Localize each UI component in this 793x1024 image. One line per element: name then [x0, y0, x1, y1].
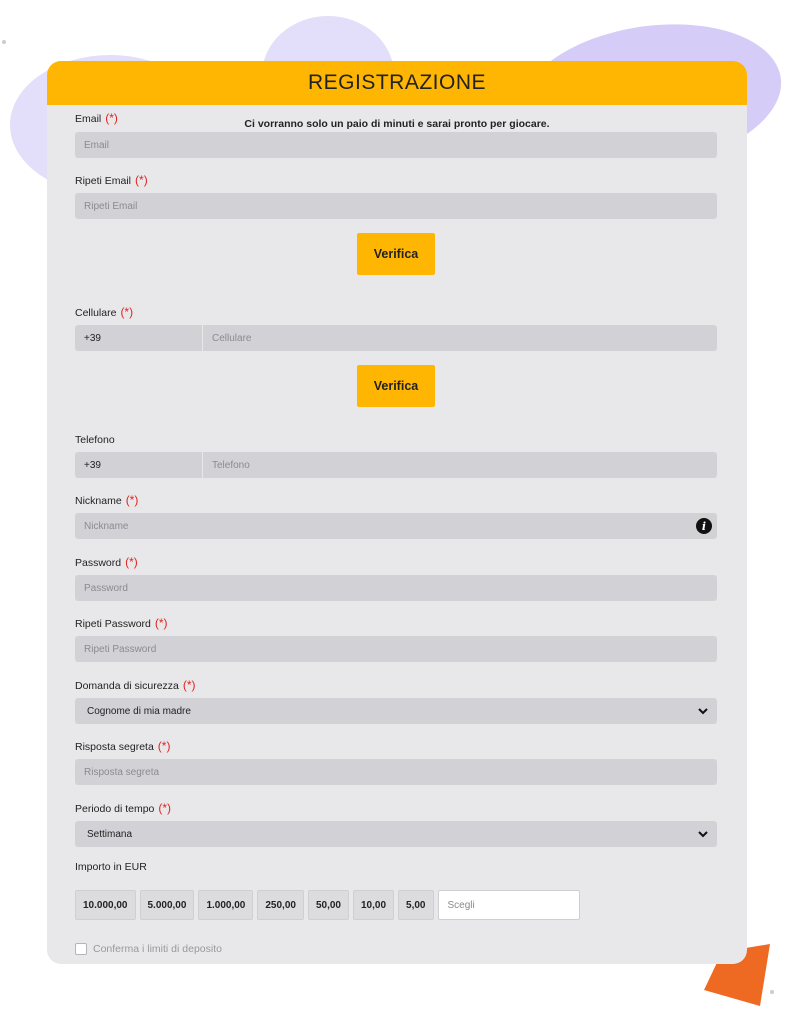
chevron-down-icon	[697, 705, 709, 717]
nickname-label: Nickname (*)	[75, 493, 139, 507]
amount-label: Importo in EUR	[75, 861, 147, 873]
required-marker: (*)	[154, 616, 168, 630]
mobile-field[interactable]: Cellulare	[203, 325, 717, 351]
required-marker: (*)	[182, 678, 196, 692]
decorative-dot	[2, 40, 6, 44]
amount-option-button[interactable]: 10,00	[353, 890, 394, 920]
verify-email-button[interactable]: Verifica	[357, 233, 435, 275]
required-marker: (*)	[158, 801, 172, 815]
mobile-label: Cellulare (*)	[75, 305, 134, 319]
required-marker: (*)	[125, 555, 138, 569]
secret-answer-field[interactable]: Risposta segreta	[75, 759, 717, 785]
required-marker: (*)	[105, 111, 118, 125]
time-period-label: Periodo di tempo (*)	[75, 801, 172, 815]
mobile-prefix-field[interactable]: +39	[75, 325, 202, 351]
amount-option-button[interactable]: 250,00	[257, 890, 304, 920]
phone-label: Telefono	[75, 434, 115, 446]
password-field[interactable]: Password	[75, 575, 717, 601]
deposit-limits-confirm	[75, 943, 222, 955]
phone-field[interactable]: Telefono	[203, 452, 717, 478]
phone-prefix-field[interactable]: +39	[75, 452, 202, 478]
page-title: REGISTRAZIONE	[307, 71, 487, 94]
card-header	[47, 61, 747, 105]
verify-phone-button[interactable]: Verifica	[357, 365, 435, 407]
nickname-field[interactable]: Nickname i	[75, 513, 717, 539]
security-question-select[interactable]: Cognome di mia madre	[75, 698, 717, 724]
deposit-limits-checkbox[interactable]	[75, 943, 87, 955]
amount-option-button[interactable]: 5,00	[398, 890, 433, 920]
password-label: Password (*)	[75, 555, 138, 569]
required-marker: (*)	[120, 305, 134, 319]
subtitle: Ci vorranno solo un paio di minuti e sarai pronto per giocare.	[244, 118, 550, 130]
security-question-label: Domanda di sicurezza (*)	[75, 678, 196, 692]
amount-option-button[interactable]: 10.000,00	[75, 890, 136, 920]
amount-options	[75, 890, 580, 920]
amount-option-button[interactable]: 1.000,00	[198, 890, 253, 920]
required-marker: (*)	[125, 493, 139, 507]
time-period-select[interactable]: Settimana	[75, 821, 717, 847]
repeat-password-label: Ripeti Password (*)	[75, 616, 168, 630]
registration-card	[47, 61, 747, 964]
required-marker: (*)	[135, 173, 148, 187]
required-marker: (*)	[157, 739, 171, 753]
email-field[interactable]: Email	[75, 132, 717, 158]
secret-answer-label: Risposta segreta (*)	[75, 739, 171, 753]
repeat-email-label: Ripeti Email (*)	[75, 173, 148, 187]
amount-option-button[interactable]: 5.000,00	[140, 890, 195, 920]
chevron-down-icon	[697, 828, 709, 840]
deposit-limits-label: Conferma i limiti di deposito	[93, 943, 222, 955]
repeat-email-field[interactable]: Ripeti Email	[75, 193, 717, 219]
repeat-password-field[interactable]: Ripeti Password	[75, 636, 717, 662]
email-label: Email (*)	[75, 111, 118, 125]
info-icon[interactable]: i	[696, 518, 712, 534]
amount-option-button[interactable]: 50,00	[308, 890, 349, 920]
custom-amount-input[interactable]: Scegli	[438, 890, 580, 920]
